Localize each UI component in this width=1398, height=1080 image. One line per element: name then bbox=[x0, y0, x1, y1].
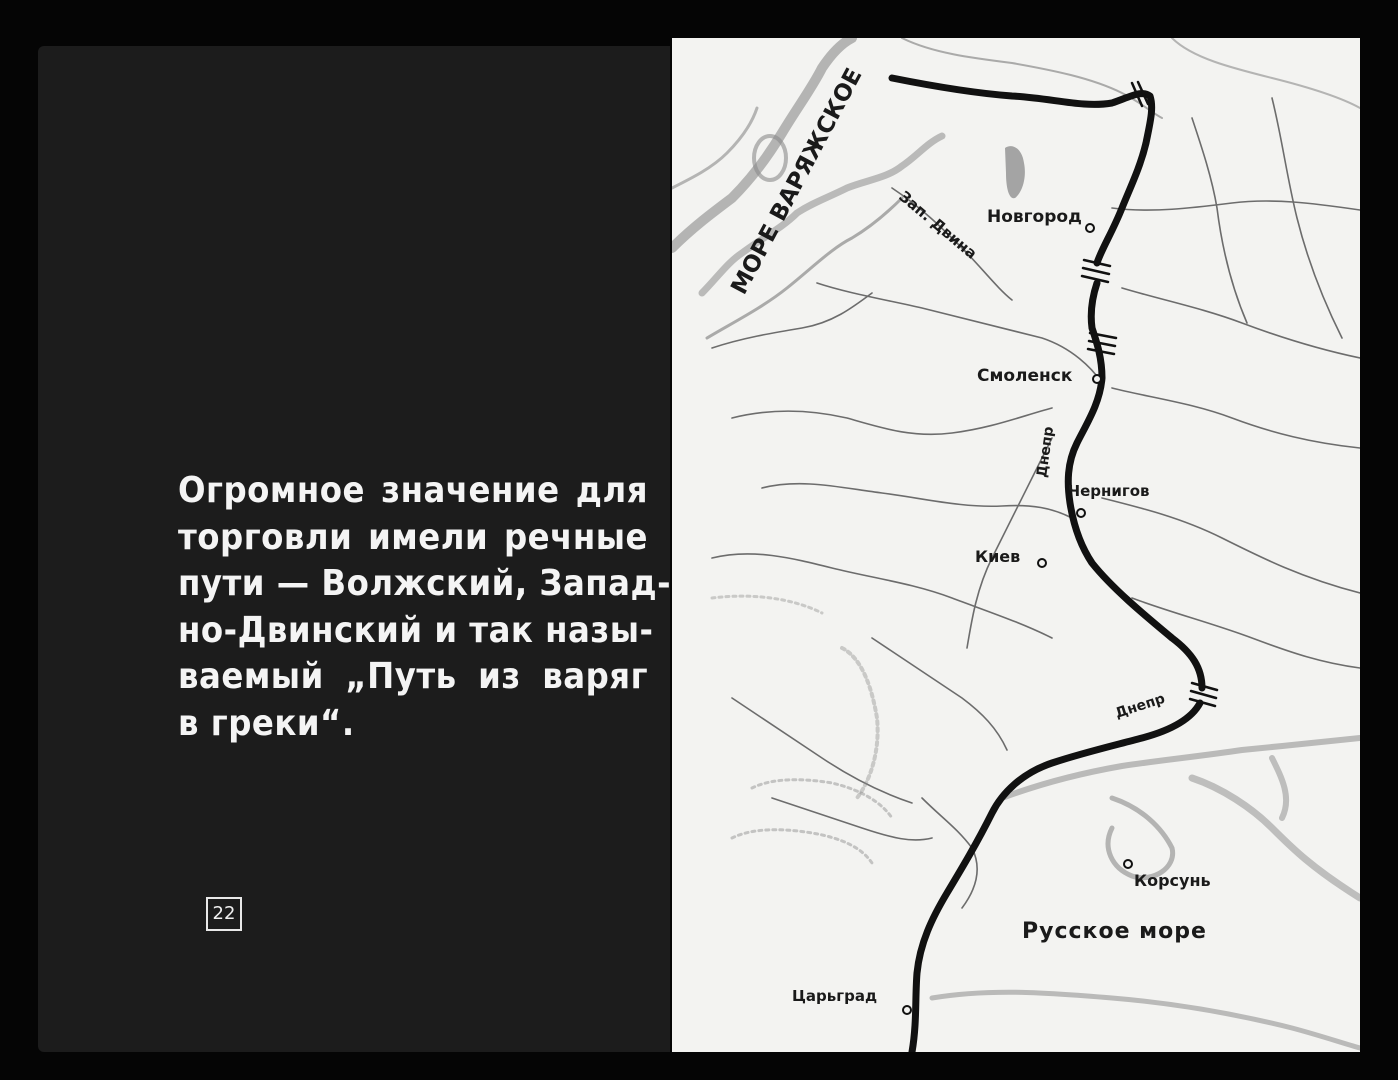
varangian-sea-label: МОРЕ ВАРЯЖСКОЕ bbox=[726, 64, 868, 299]
map-canvas bbox=[672, 38, 1360, 1052]
tsargrad-label: Царьград bbox=[792, 987, 878, 1005]
lake-ilmen bbox=[1005, 146, 1025, 198]
korsun-label: Корсунь bbox=[1134, 871, 1211, 890]
russian-sea-label: Русское море bbox=[1022, 919, 1207, 944]
frame-number-badge: 22 bbox=[206, 897, 242, 931]
caption-text bbox=[178, 468, 672, 747]
chernigov-marker bbox=[1077, 509, 1085, 517]
tsargrad-marker bbox=[903, 1006, 911, 1014]
kiev-label: Киев bbox=[975, 547, 1021, 566]
caption-line: в греки“. bbox=[178, 702, 355, 744]
dnieper-upper-label: Днепр bbox=[1034, 425, 1058, 479]
caption-line: ваемый „Путь из варяг bbox=[178, 656, 648, 697]
novgorod-label: Новгород bbox=[987, 207, 1082, 227]
caption-line: пути — Волжский, Запад- bbox=[178, 563, 672, 604]
black-sea-coast bbox=[712, 596, 1360, 1048]
kiev-marker bbox=[1038, 559, 1046, 567]
route-map bbox=[672, 38, 1360, 1052]
dnieper-lower-label: Днепр bbox=[1113, 690, 1168, 722]
korsun-marker bbox=[1124, 860, 1132, 868]
smolensk-label: Смоленск bbox=[977, 366, 1073, 386]
caption-line: но-Двинский и так назы- bbox=[178, 609, 654, 651]
chernigov-label: Чернигов bbox=[1068, 482, 1150, 500]
novgorod-marker bbox=[1086, 224, 1094, 232]
smolensk-marker bbox=[1093, 375, 1101, 383]
caption-line: торговли имели речные bbox=[178, 516, 648, 558]
caption-line: Огромное значение для bbox=[178, 470, 648, 511]
western-dvina-label: Зап. Двина bbox=[895, 187, 981, 263]
